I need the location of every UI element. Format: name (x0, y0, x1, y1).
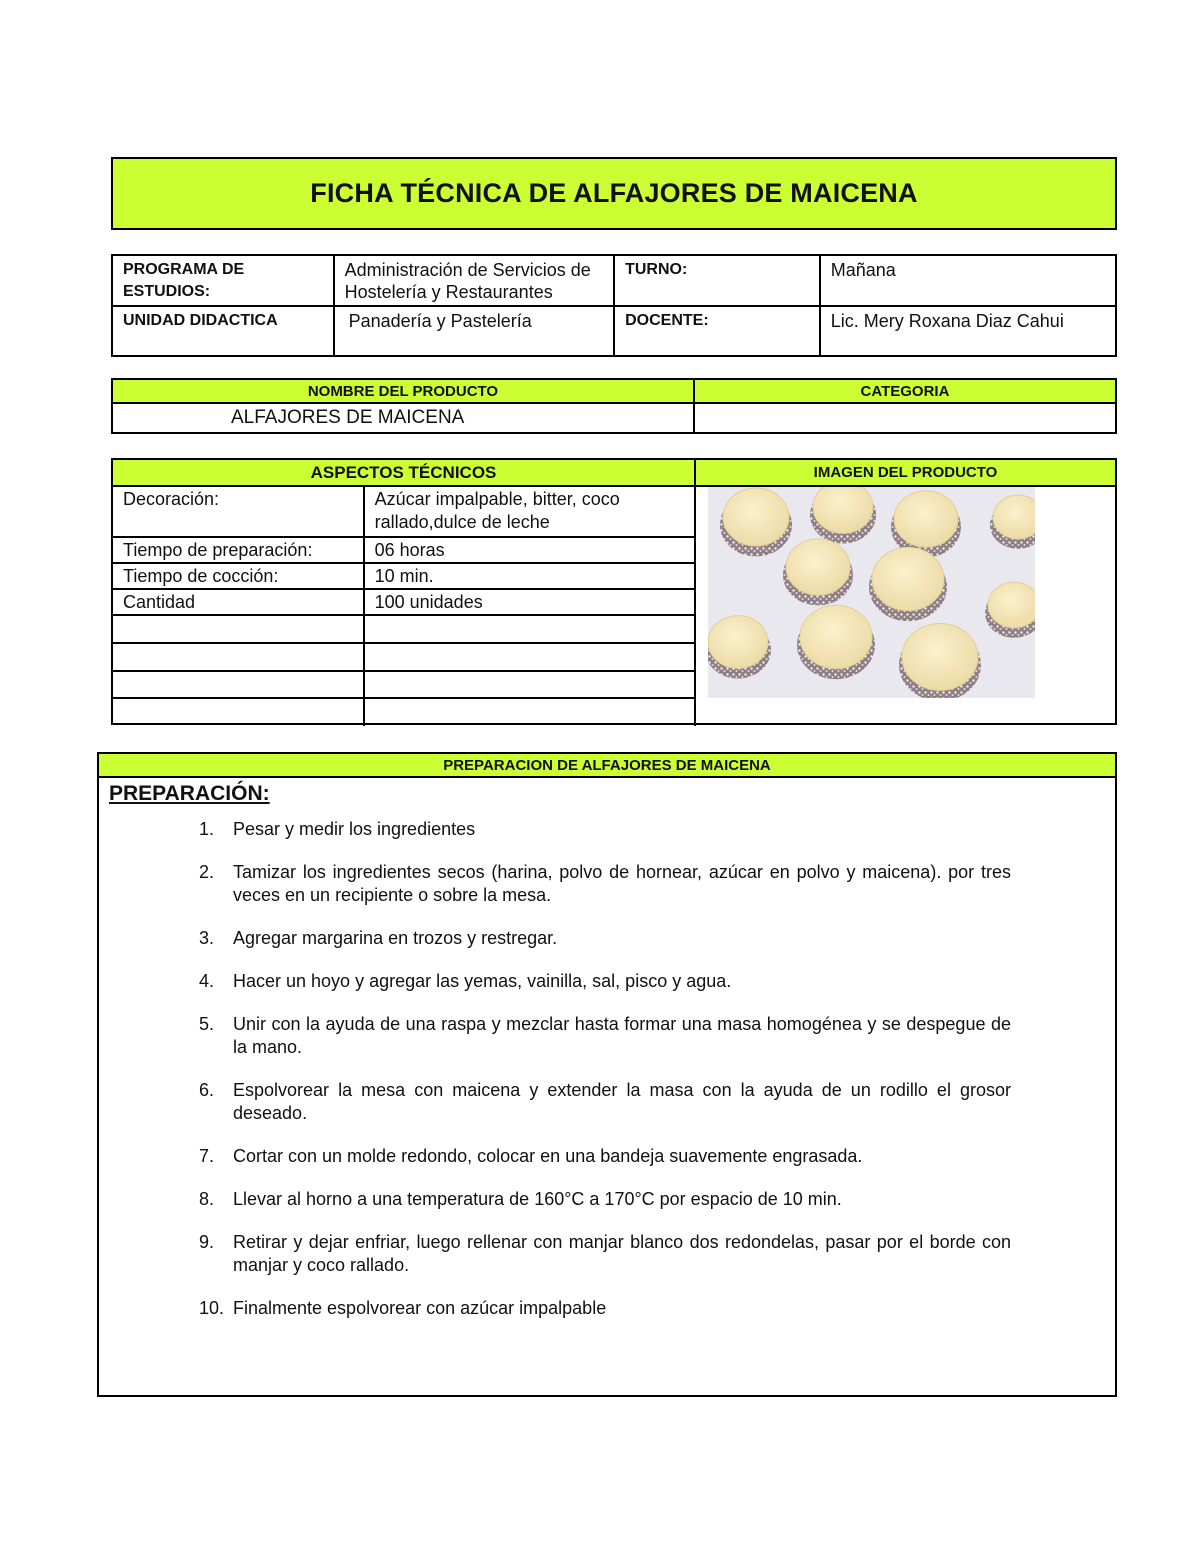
step-text: Agregar margarina en trozos y restregar. (233, 928, 558, 948)
preparation-step (99, 818, 1011, 841)
technical-value (364, 698, 695, 726)
technical-key (113, 671, 364, 698)
preparation-step (99, 1145, 1011, 1168)
technical-section (111, 458, 1117, 725)
technical-value: 06 horas (364, 537, 695, 563)
step-number: 2. (199, 862, 215, 882)
alfajor-cookie (723, 488, 789, 546)
technical-key: Tiempo de preparación: (113, 537, 364, 563)
alfajor-cookie (872, 547, 944, 610)
technical-key: Decoración: (113, 487, 364, 537)
step-text: Tamizar los ingredientes secos (harina, polvo de hornear, azúcar en polvo y maicena). por tres veces en un recipiente o sobre la mesa. (233, 862, 1011, 905)
product-name-value: ALFAJORES DE MAICENA (112, 403, 694, 433)
preparation-title: PREPARACIÓN: (109, 782, 270, 805)
preparation-step (99, 1013, 1011, 1059)
technical-row (113, 643, 695, 671)
step-number: 5. (199, 1014, 215, 1034)
technical-header: ASPECTOS TÉCNICOS (113, 460, 696, 487)
preparation-section (97, 752, 1117, 1397)
technical-value (364, 671, 695, 698)
technical-row (113, 487, 695, 537)
preparation-step (99, 1297, 1011, 1320)
technical-value: 100 unidades (364, 589, 695, 615)
product-name-header: NOMBRE DEL PRODUCTO (112, 379, 694, 403)
category-header: CATEGORIA (694, 379, 1116, 403)
step-text: Pesar y medir los ingredientes (233, 819, 476, 839)
step-number: 1. (199, 819, 215, 839)
technical-row (113, 537, 695, 563)
turno-value: Mañana (820, 255, 1116, 306)
step-number: 4. (199, 971, 215, 991)
alfajor-cookie (800, 605, 872, 668)
programa-value: Administración de Servicios de Hostelería y Restaurantes (334, 255, 614, 306)
technical-key (113, 643, 364, 671)
step-number: 9. (199, 1232, 215, 1252)
alfajor-cookie (988, 582, 1035, 628)
alfajor-cookie (894, 491, 958, 547)
programa-label: PROGRAMA DE ESTUDIOS: (112, 255, 334, 306)
preparation-steps (99, 818, 1115, 1340)
technical-row (113, 698, 695, 726)
alfajor-cookie (902, 624, 978, 691)
step-number: 8. (199, 1189, 215, 1209)
image-header: IMAGEN DEL PRODUCTO (696, 460, 1115, 487)
step-number: 3. (199, 928, 215, 948)
technical-value: Azúcar impalpable, bitter, coco rallado,dulce de leche (364, 487, 695, 537)
unidad-value: Panadería y Pastelería (334, 306, 614, 356)
step-text: Unir con la ayuda de una raspa y mezclar hasta formar una masa homogénea y se despegue de la mano. (233, 1014, 1011, 1057)
unidad-label: UNIDAD DIDACTICA (112, 306, 334, 356)
preparation-header: PREPARACION DE ALFAJORES DE MAICENA (99, 754, 1115, 778)
technical-key (113, 615, 364, 643)
step-text: Cortar con un molde redondo, colocar en una bandeja suavemente engrasada. (233, 1146, 863, 1166)
step-text: Llevar al horno a una temperatura de 160°C a 170°C por espacio de 10 min. (233, 1189, 842, 1209)
technical-value (364, 643, 695, 671)
step-number: 7. (199, 1146, 215, 1166)
document-title-box (111, 157, 1117, 230)
technical-row (113, 671, 695, 698)
technical-table (113, 487, 696, 726)
category-value (694, 403, 1116, 433)
preparation-step (99, 861, 1011, 907)
product-photo (708, 487, 1035, 698)
technical-key (113, 698, 364, 726)
step-text: Hacer un hoyo y agregar las yemas, vainilla, sal, pisco y agua. (233, 971, 732, 991)
step-number: 10. (199, 1298, 225, 1318)
preparation-step (99, 1231, 1011, 1277)
step-text: Espolvorear la mesa con maicena y extender la masa con la ayuda de un rodillo el grosor deseado. (233, 1080, 1011, 1123)
technical-row (113, 563, 695, 589)
course-info-table (111, 254, 1117, 357)
alfajor-cookie (786, 539, 850, 595)
docente-label: DOCENTE: (614, 306, 820, 356)
preparation-step (99, 970, 1011, 993)
step-text: Retirar y dejar enfriar, luego rellenar con manjar blanco dos redondelas, pasar por el borde con manjar y coco rallado. (233, 1232, 1011, 1275)
preparation-step (99, 927, 1011, 950)
turno-label: TURNO: (614, 255, 820, 306)
step-text: Finalmente espolvorear con azúcar impalpable (233, 1298, 607, 1318)
product-table (111, 378, 1117, 434)
document-title: FICHA TÉCNICA DE ALFAJORES DE MAICENA (310, 178, 918, 208)
step-number: 6. (199, 1080, 215, 1100)
course-info-row (112, 255, 1116, 306)
technical-value (364, 615, 695, 643)
technical-key: Cantidad (113, 589, 364, 615)
preparation-step (99, 1079, 1011, 1125)
technical-key: Tiempo de cocción: (113, 563, 364, 589)
technical-row (113, 615, 695, 643)
technical-row (113, 589, 695, 615)
docente-value: Lic. Mery Roxana Diaz Cahui (820, 306, 1116, 356)
alfajor-cookie (813, 487, 873, 533)
alfajor-cookie (708, 616, 768, 669)
course-info-row (112, 306, 1116, 356)
technical-value: 10 min. (364, 563, 695, 589)
preparation-step (99, 1188, 1011, 1211)
